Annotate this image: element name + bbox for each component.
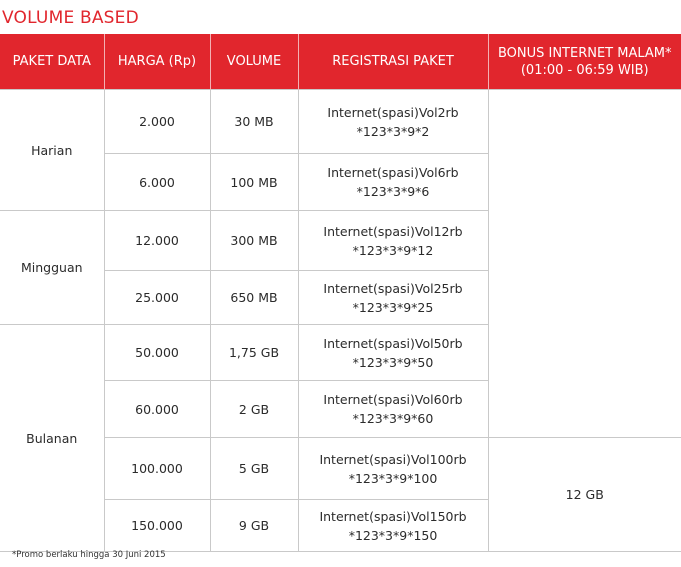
harga-cell: 150.000 [104,500,210,552]
header-volume: VOLUME [210,34,298,90]
registrasi-sms: Internet(spasi)Vol12rb [323,223,463,239]
page-title: VOLUME BASED [2,8,139,28]
registrasi-sms: Internet(spasi)Vol2rb [327,104,459,120]
registrasi-sms: Internet(spasi)Vol60rb [323,392,463,407]
volume-cell: 9 GB [210,500,298,552]
volume-cell: 2 GB [210,381,298,438]
registrasi-ussd: *123*3*9*6 [356,184,430,199]
registrasi-cell [298,154,488,211]
promo-footnote: *Promo berlaku hingga 30 Juni 2015 [12,550,166,560]
volume-cell: 300 MB [210,211,298,271]
group-mingguan: Mingguan [0,211,104,325]
registrasi-cell [298,271,488,325]
registrasi-sms: Internet(spasi)Vol150rb [319,508,467,524]
bonus-cell: 12 GB [488,438,681,552]
table-header-row [0,34,681,90]
volume-cell: 100 MB [210,154,298,211]
header-bonus-title: BONUS INTERNET MALAM* [497,45,672,61]
registrasi-ussd: *123*3*9*100 [348,470,438,486]
volume-cell: 650 MB [210,271,298,325]
registrasi-sms: Internet(spasi)Vol25rb [323,280,463,296]
header-bonus [488,34,681,90]
registrasi-cell [298,381,488,438]
registrasi-ussd: *123*3*9*50 [352,354,434,370]
volume-price-table [0,34,681,552]
volume-cell: 1,75 GB [210,325,298,381]
table-row [0,90,681,154]
header-harga: HARGA (Rp) [104,34,210,90]
registrasi-ussd: *123*3*9*2 [356,123,430,139]
group-harian: Harian [0,90,104,211]
harga-cell: 2.000 [104,90,210,154]
harga-cell: 25.000 [104,271,210,325]
harga-cell: 50.000 [104,325,210,381]
registrasi-ussd: *123*3*9*25 [352,299,434,315]
harga-cell: 6.000 [104,154,210,211]
registrasi-cell [298,90,488,154]
header-registrasi: REGISTRASI PAKET [298,34,488,90]
header-paket-data: PAKET DATA [0,34,104,90]
harga-cell: 12.000 [104,211,210,271]
registrasi-cell [298,325,488,381]
registrasi-ussd: *123*3*9*60 [352,411,434,426]
registrasi-sms: Internet(spasi)Vol6rb [327,165,459,180]
harga-cell: 60.000 [104,381,210,438]
registrasi-sms: Internet(spasi)Vol100rb [319,451,467,467]
registrasi-sms: Internet(spasi)Vol50rb [323,335,463,351]
bonus-empty-cell [488,90,681,438]
registrasi-cell [298,211,488,271]
registrasi-ussd: *123*3*9*12 [352,242,434,258]
registrasi-cell [298,438,488,500]
registrasi-cell [298,500,488,552]
registrasi-ussd: *123*3*9*150 [348,527,438,543]
header-bonus-hours: (01:00 - 06:59 WIB) [520,62,649,78]
volume-cell: 5 GB [210,438,298,500]
volume-cell: 30 MB [210,90,298,154]
group-bulanan: Bulanan [0,325,104,552]
harga-cell: 100.000 [104,438,210,500]
